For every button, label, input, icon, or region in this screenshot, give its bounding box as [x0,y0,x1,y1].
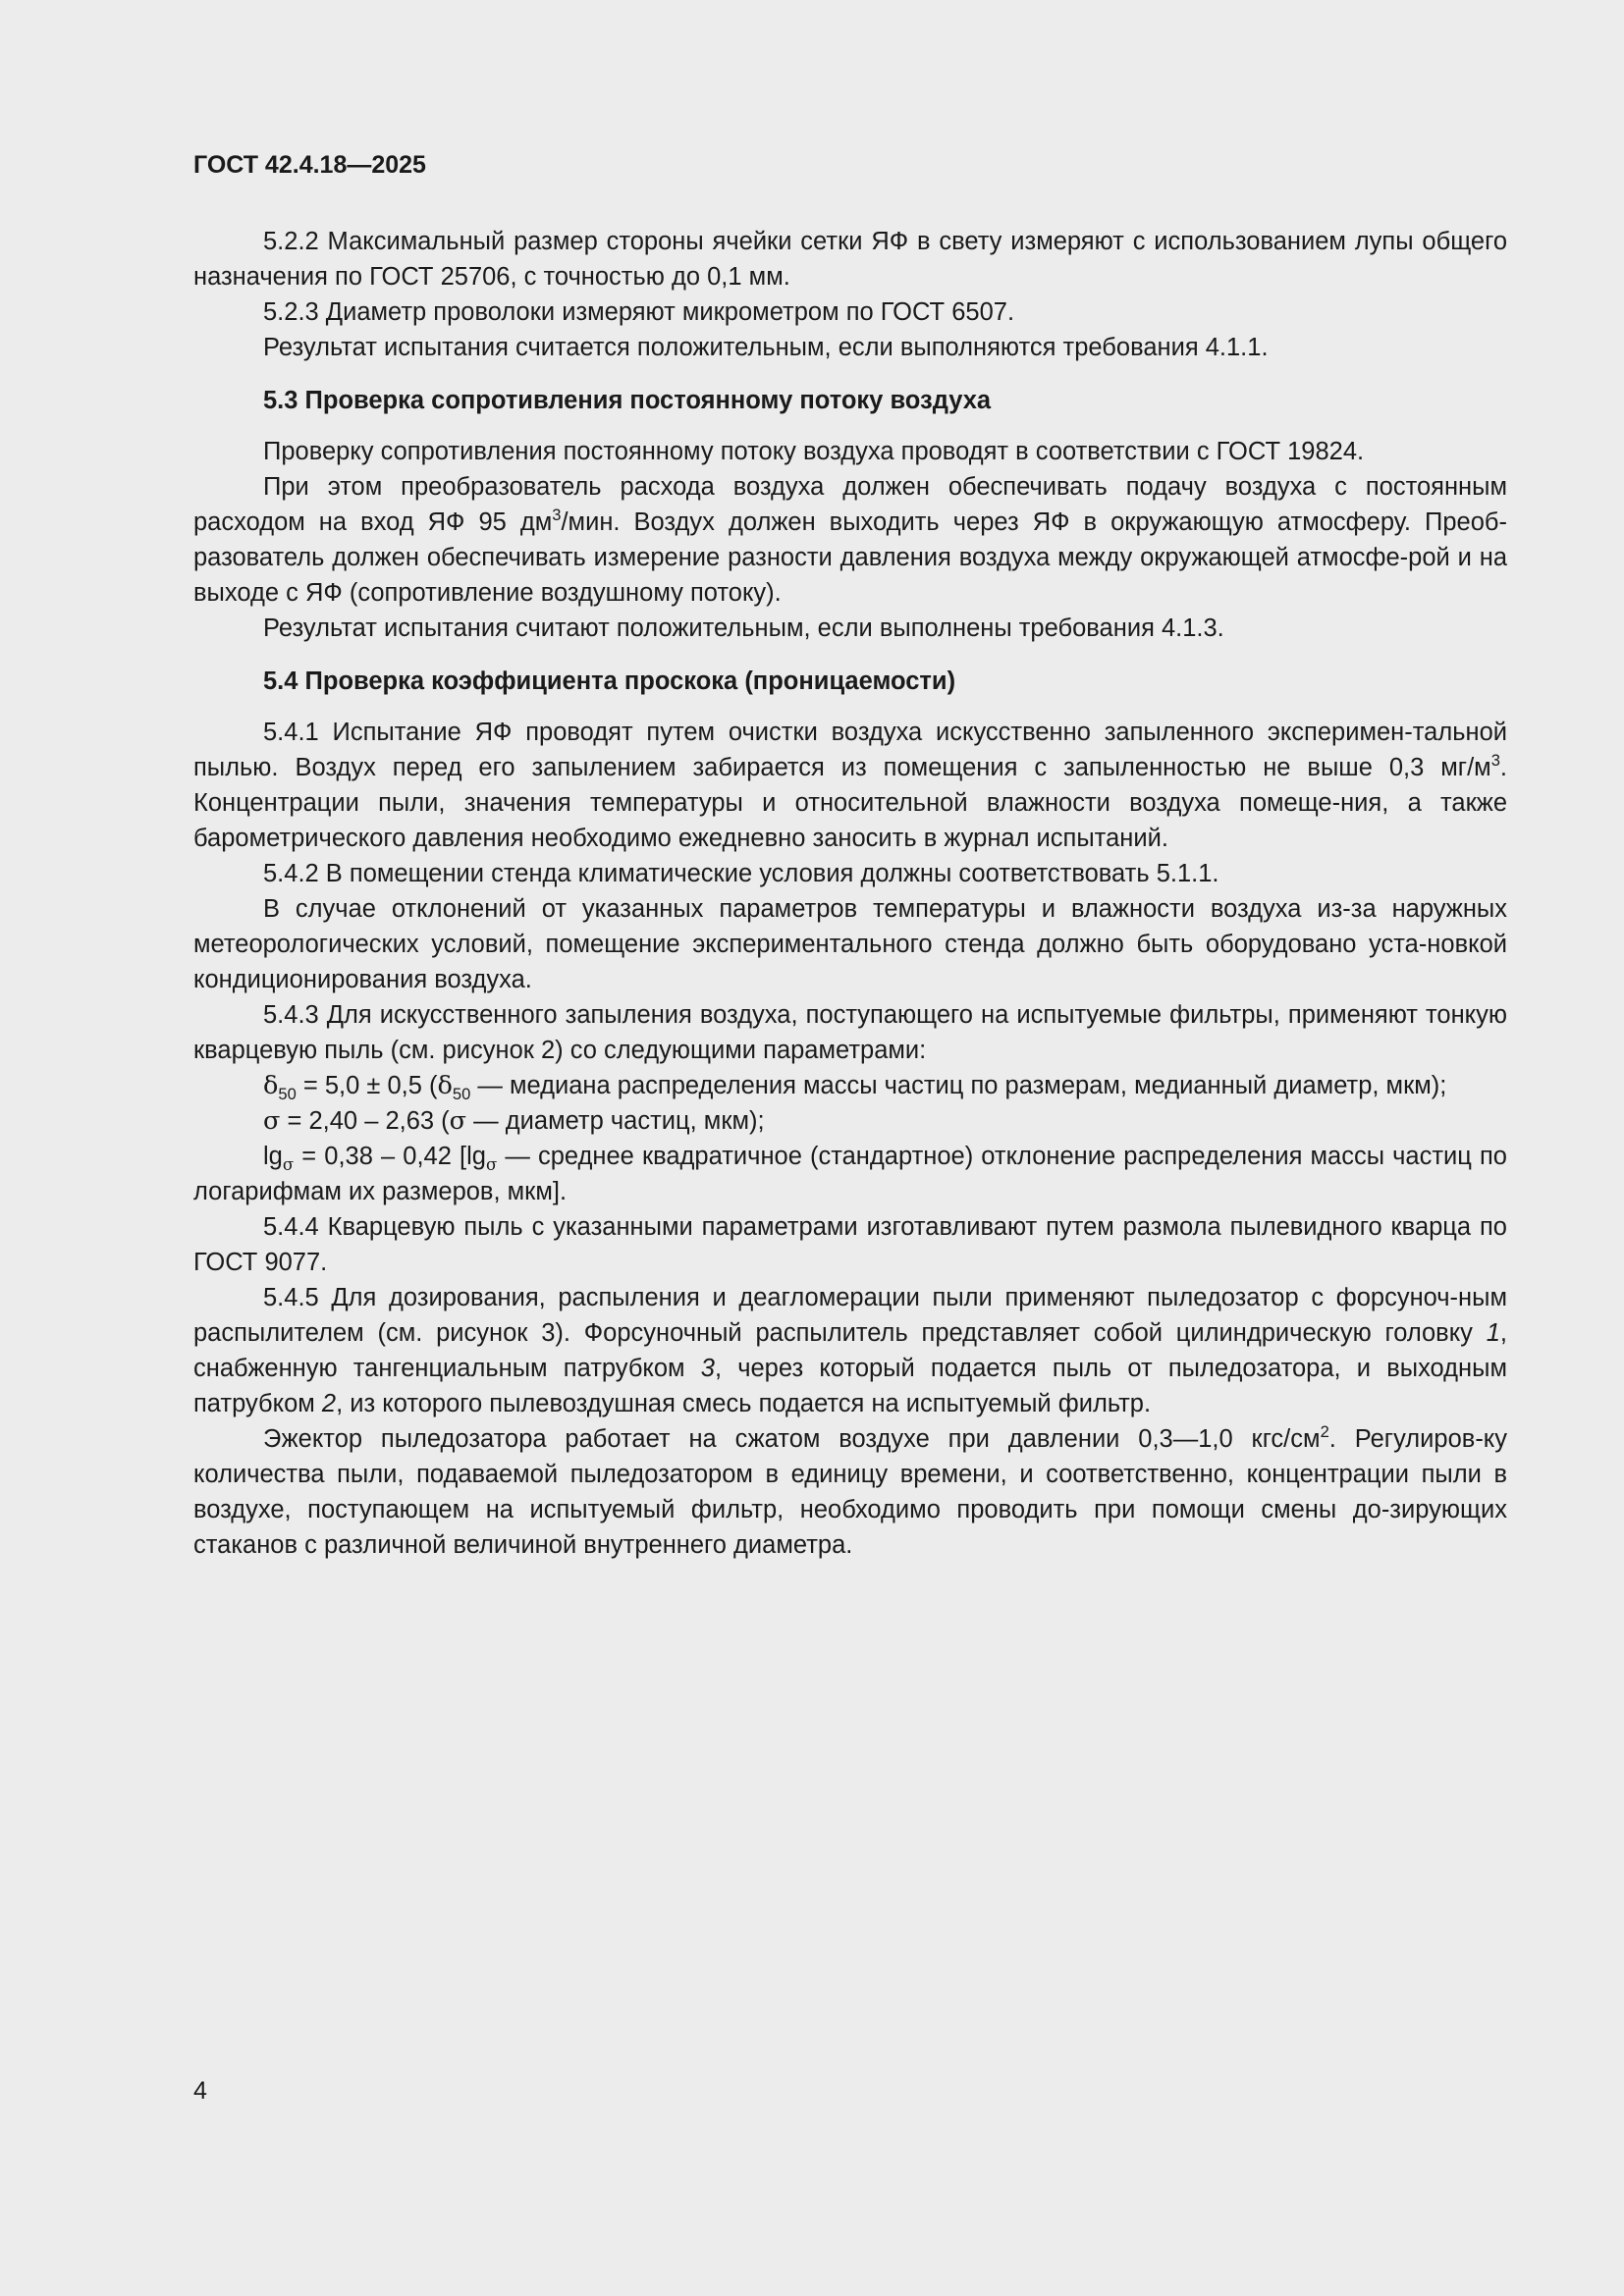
paragraph-5-3-result: Результат испытания считают положительным, если выполнены требования 4.1.3. [263,614,1224,642]
figure-ref-1: 1 [1486,1319,1500,1347]
parameter-delta50: $\delta_{50} = 5,0 \pm 0,5$ ($\delta_{50}$ — медиана распределения массы частиц по размерам, медианный диаметр, мкм); [263,1071,1447,1103]
figure-ref-2: 2 [321,1390,337,1417]
parameter-lg-sigma: $\lg_\sigma = 0,38 - 0,42$ [$\lg_\sigma$ — среднее квадратичное (стандартное) отклонение распределения массы частиц по логарифмам их размеров, мкм]. [193,1143,1507,1205]
paragraph-5-4-2-deviation: В случае отклонений от указанных параметров температуры и влажности воздуха из-за наружных метеорологических условий, помещение экспериментального стенда должно быть оборудовано уста-новкой кондиционирования воздуха. [193,895,1507,993]
paragraph-5-2-result: Результат испытания считается положительным, если выполняются требования 4.1.1. [263,334,1269,361]
standard-code: ГОСТ 42.4.18—2025 [193,151,426,179]
section-heading-5-3: 5.3 Проверка сопротивления постоянному потоку воздуха [263,387,992,414]
paragraph-5-4-3: 5.4.3 Для искусственного запыления воздуха, поступающего на испытуемые фильтры, применяют тонкую кварцевую пыль (см. рисунок 2) со следующими параметрами: [193,1001,1507,1064]
paragraph-5-3-intro: Проверку сопротивления постоянному потоку воздуха проводят в соответствии с ГОСТ 19824. [263,438,1365,465]
paragraph-5-4-1: 5.4.1 Испытание ЯФ проводят путем очистки воздуха искусственно запыленного эксперимен-тальной пылью. Воздух перед его запылением забирается из помещения с запыленностью не выше 0,3 $мг/м^3$. Концентрации пыли, значения температуры и относительной влажности воздуха помеще-ния, а также барометрического давления необходимо ежедневно заносить в журнал испытаний. [193,719,1507,852]
paragraph-5-4-5-ejector: Эжектор пыледозатора работает на сжатом воздухе при давлении 0,3—1,0 кгс/$см^2$. Регулиров-ку количества пыли, подаваемой пыледозатором в единицу времени, и соответственно, концентрации пыли в воздухе, поступающем на испытуемый фильтр, необходимо проводить при помощи смены до-зирующих стаканов с различной величиной внутреннего диаметра. [193,1422,1508,1559]
paragraph-5-4-5: 5.4.5 Для дозирования, распыления и деагломерации пыли применяют пыледозатор с форсуноч-ным распылителем (см. рисунок 3). Форсуночный распылитель представляет собой цилиндрическую головку 1, снабженную тангенциальным патрубком 3, через который подается пыль от пыледозатора, и выходным патрубком 2, из которого пылевоздушная смесь подается на испытуемый фильтр. [193,1284,1507,1417]
page-number: 4 [193,2077,207,2105]
paragraph-5-4-2: 5.4.2 В помещении стенда климатические условия должны соответствовать 5.1.1. [263,860,1219,887]
paragraph-5-3-airflow: При этом преобразователь расхода воздуха должен обеспечивать подачу воздуха с постоянным расходом на вход ЯФ 95 $дм^3$/мин. Воздух должен выходить через ЯФ в окружающую атмосферу. Преоб-разователь должен обеспечивать измерение разности давления воздуха между окружающей атмосфе-рой и на выходе с ЯФ (сопротивление воздушному потоку). [193,473,1507,607]
paragraph-5-2-2: 5.2.2 Максимальный размер стороны ячейки сетки ЯФ в свету измеряют с использованием лупы общего назначения по ГОСТ 25706, с точностью до 0,1 мм. [193,228,1507,291]
paragraph-5-2-3: 5.2.3 Диаметр проволоки измеряют микрометром по ГОСТ 6507. [263,298,1015,326]
document-body [193,224,1507,1563]
section-heading-5-4: 5.4 Проверка коэффициента проскока (проницаемости) [263,667,956,695]
paragraph-5-4-4: 5.4.4 Кварцевую пыль с указанными параметрами изготавливают путем размола пылевидного кварца по ГОСТ 9077. [193,1213,1507,1276]
document-header [193,147,426,183]
parameter-sigma: σ = 2,40 – 2,63 (σ — диаметр частиц, мкм); [263,1106,765,1136]
figure-ref-3: 3 [700,1355,715,1382]
